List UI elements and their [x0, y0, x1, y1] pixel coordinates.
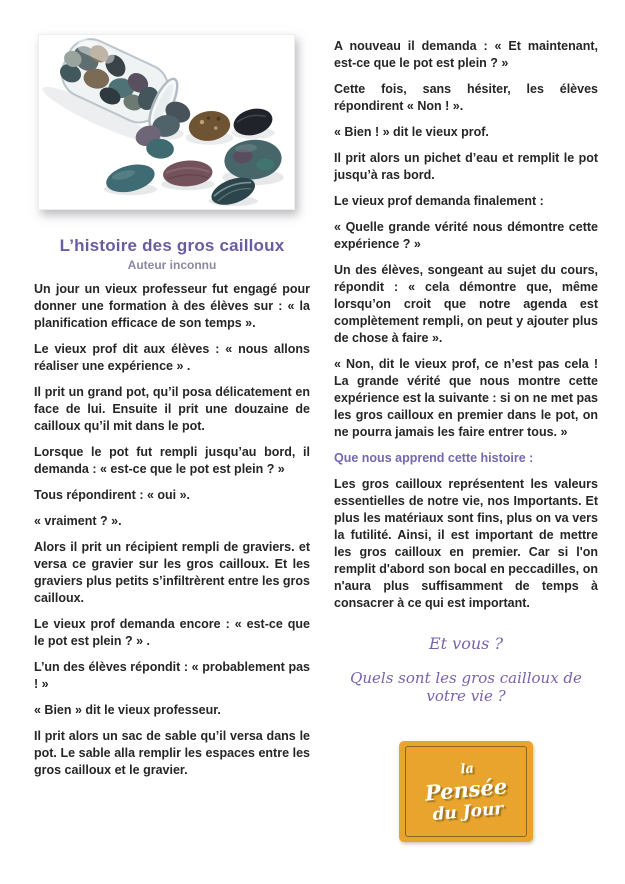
story-paragraph: « vraiment ? ». [34, 514, 122, 528]
story-paragraph: Il prit alors un sac de sable qu’il versa dans le pot. Le sable alla remplir les espaces entre les gros cailloux et le gravier. [34, 729, 310, 777]
pebbles-jar-illustration [39, 35, 294, 209]
story-paragraph: « Bien » dit le vieux professeur. [34, 703, 221, 717]
logo-text [422, 759, 509, 824]
right-column-paragraphs [334, 38, 598, 441]
logo-inner-border [405, 746, 527, 837]
left-column [34, 281, 310, 788]
story-paragraph: Le vieux prof demanda encore : « est-ce que le pot est plein ? » . [34, 617, 310, 648]
page-title: L’histoire des gros cailloux [59, 236, 285, 255]
story-paragraph: « Bien ! » dit le vieux prof. [334, 125, 489, 139]
logo-line-3: du Jour [431, 798, 504, 825]
story-paragraph: Alors il prit un récipient rempli de graviers. et versa ce gravier sur les gros cailloux. Et les graviers plus petits s’infiltrèrent entre les gros cailloux. [34, 540, 310, 605]
story-paragraph: Il prit un grand pot, qu’il posa délicatement en face de lui. Ensuite il prit une douzaine de cailloux qu’il mit dans le pot. [34, 385, 310, 433]
story-paragraph: A nouveau il demanda : « Et maintenant, est-ce que le pot est plein ? » [334, 39, 598, 70]
title-block [34, 236, 310, 272]
question-line-1: Et vous ? [428, 634, 504, 653]
story-paragraph: Il prit alors un pichet d’eau et remplit le pot jusqu’à ras bord. [334, 151, 598, 182]
logo-line-1: la [459, 760, 475, 777]
author-subtitle: Auteur inconnu [127, 258, 217, 272]
story-paragraph: Tous répondirent : « oui ». [34, 488, 191, 502]
story-paragraph: Un des élèves, songeant au sujet du cours, répondit : « cela démontre que, même lorsqu’on croit que notre agenda est complètement rempli, on peut y ajouter plus de chose à faire ». [334, 263, 598, 345]
story-paragraph: Le vieux prof dit aux élèves : « nous allons réaliser une expérience » . [34, 342, 310, 373]
story-paragraph: « Quelle grande vérité nous démontre cette expérience ? » [334, 220, 598, 251]
pebbles-photo [38, 34, 295, 210]
question-line-2: Quels sont les gros cailloux de votre vie ? [350, 669, 582, 705]
story-paragraph: Le vieux prof demanda finalement : [334, 194, 544, 208]
story-paragraph: Cette fois, sans hésiter, les élèves répondirent « Non ! ». [334, 82, 598, 113]
story-paragraph: L’un des élèves répondit : « probablement pas ! » [34, 660, 310, 691]
story-paragraph: « Non, dit le vieux prof, ce n’est pas cela ! La grande vérité que nous montre cette expérience est la suivante : si on ne met pas les gros cailloux en premier dans le pot, on ne pourra jamais les faire entrer tous. » [334, 357, 598, 439]
right-column [334, 38, 598, 705]
moral-paragraph: Les gros cailloux représentent les valeurs essentielles de notre vie, nos Importants. Et plus les matériaux sont fins, plus on va vers la futilité. Ainsi, il est important de mettre les gros cailloux en premier. Car si l'on remplit d'abord son bocal en peccadilles, on n'aura plus suffisamment de temps à consacrer à ce qui est important. [334, 477, 598, 610]
moral-heading: Que nous apprend cette histoire : [334, 451, 534, 465]
story-paragraph: Lorsque le pot fut rempli jusqu’au bord, il demanda : « est-ce que le pot est plein ? » [34, 445, 310, 476]
logo-line-2: Pensée [423, 772, 508, 806]
la-pensee-du-jour-logo [399, 741, 533, 842]
story-paragraph: Un jour un vieux professeur fut engagé pour donner une formation à des élèves sur : « la planification efficace de son temps ». [34, 282, 310, 330]
